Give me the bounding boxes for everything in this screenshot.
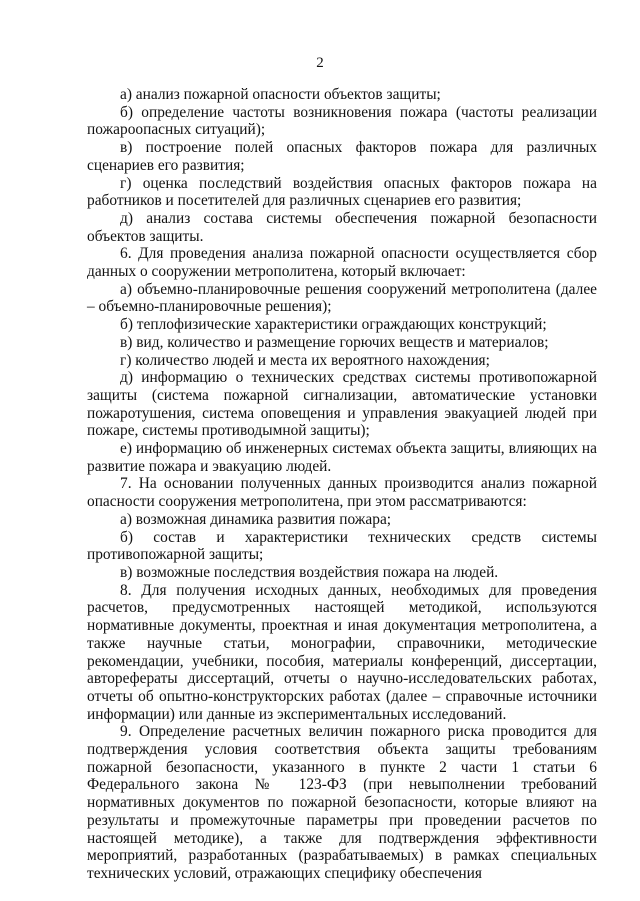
- paragraph-9: 9. Определение расчетных величин пожарного риска проводится для подтверждения условия соответствия объекта защиты требованиям пожарной безопасности, указанного в пункте 2 части 1 статьи 6 Федерального закона № 123-ФЗ (при невыполнении требований нормативных документов по пожарной безопасности, которые влияют на результаты и промежуточные параметры при проведении расчетов по настоящей методике), а также для подтверждения эффективности мероприятий, разработанных (разрабатываемых) в рамках специальных технических условий, отражающих специфику обеспечения: [87, 723, 597, 882]
- paragraph-8: 8. Для получения исходных данных, необходимых для проведения расчетов, предусмотренных настоящей методикой, используются нормативные документы, проектная и иная документация метрополитена, а также научные статьи, монографии, справочники, методические рекомендации, учебники, пособия, материалы конференций, диссертации, авторефераты диссертаций, отчеты о научно-исследовательских работах, отчеты об опытно-конструкторских работах (далее – справочные источники информации) или данные из экспериментальных исследований.: [87, 581, 597, 723]
- document-body: [87, 86, 597, 883]
- paragraph-6b: б) теплофизические характеристики ограждающих конструкций;: [120, 316, 547, 334]
- paragraph-6e: е) информацию об инженерных системах объекта защиты, влияющих на развитие пожара и эвакуацию людей.: [87, 440, 597, 475]
- paragraph-6v: в) вид, количество и размещение горючих веществ и материалов;: [120, 333, 549, 351]
- paragraph-7a: а) возможная динамика развития пожара;: [120, 510, 392, 528]
- paragraph-5d: д) анализ состава системы обеспечения пожарной безопасности объектов защиты.: [87, 209, 597, 245]
- paragraph-7b: б) состав и характеристики технических средств системы противопожарной защиты;: [87, 528, 597, 564]
- paragraph-6g: г) количество людей и места их вероятного нахождения;: [120, 351, 490, 369]
- paragraph-7v: в) возможные последствия воздействия пожара на людей.: [120, 563, 499, 581]
- paragraph-5g: г) оценка последствий воздействия опасных факторов пожара на работников и посетителей для различных сценариев его развития;: [87, 174, 597, 210]
- paragraph-5v: в) построение полей опасных факторов пожара для различных сценариев его развития;: [87, 139, 597, 174]
- paragraph-5a: а) анализ пожарной опасности объектов защиты;: [120, 86, 441, 103]
- paragraph-6a: а) объемно-планировочные решения сооружений метрополитена (далее – объемно-планировочные решения);: [87, 280, 597, 316]
- paragraph-6d: д) информацию о технических средствах системы противопожарной защиты (система пожарной сигнализации, автоматические установки пожаротушения, система оповещения и управления эвакуацией людей при пожаре, системы противодымной защиты);: [87, 369, 597, 440]
- paragraph-6: 6. Для проведения анализа пожарной опасности осуществляется сбор данных о сооружении метрополитена, который включает:: [87, 245, 597, 281]
- paragraph-5b: б) определение частоты возникновения пожара (частоты реализации пожароопасных ситуаций);: [87, 103, 597, 139]
- paragraph-7: 7. На основании полученных данных производится анализ пожарной опасности сооружения метрополитена, при этом рассматриваются:: [87, 475, 597, 511]
- page-number: 2: [316, 55, 324, 71]
